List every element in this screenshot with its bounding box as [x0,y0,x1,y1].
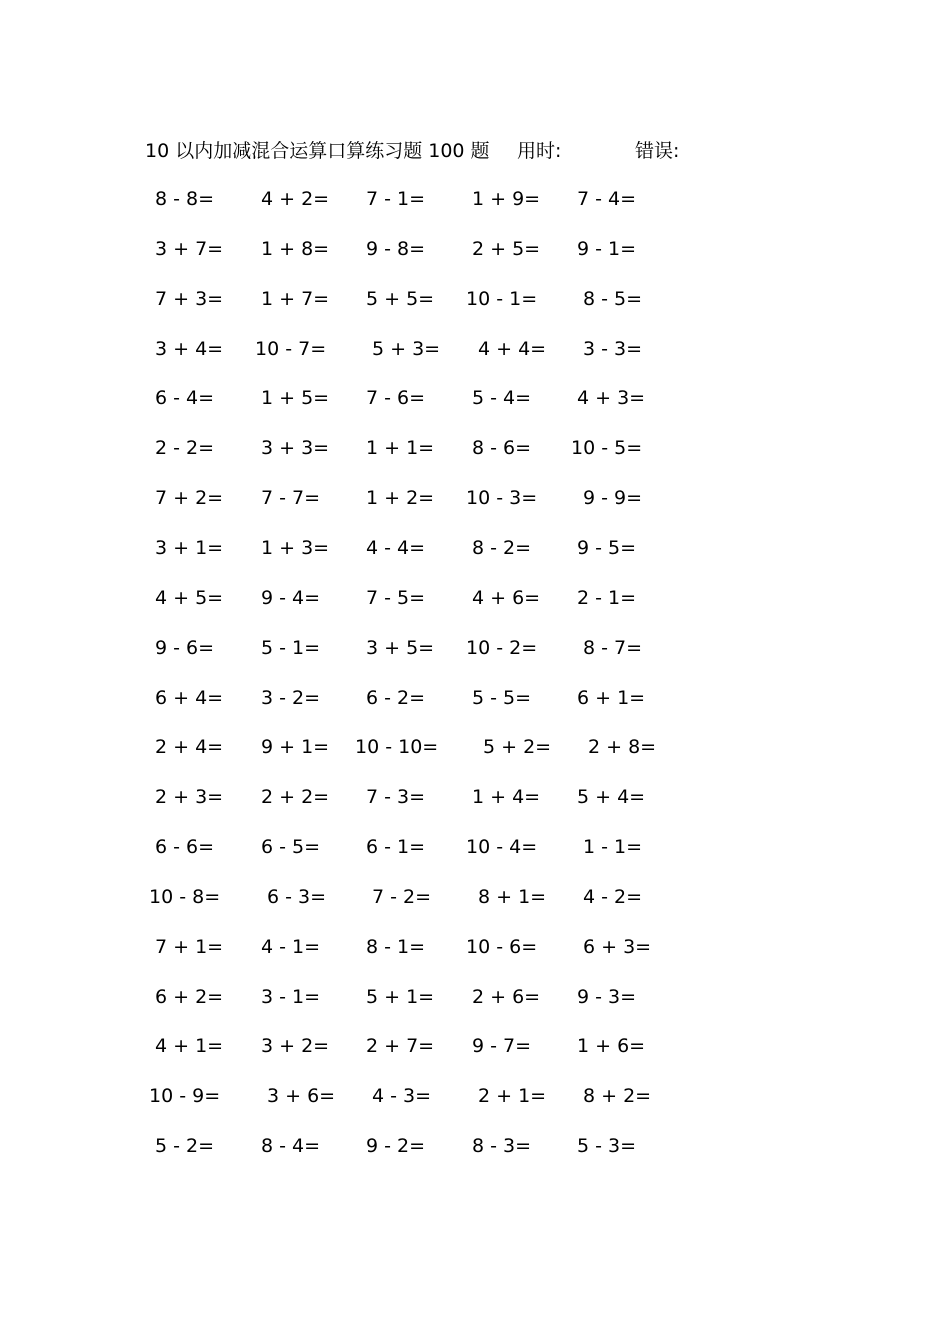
problem-item: 10 - 10= [355,736,439,759]
problem-item: 1 + 4= [472,786,541,809]
problem-item: 8 - 8= [155,188,215,210]
problem-item: 2 + 3= [155,786,224,809]
problem-item: 9 - 9= [583,487,643,510]
problem-item: 7 - 4= [577,188,637,210]
problem-item: 6 - 3= [267,885,327,908]
time-used-label: 用时: [517,140,562,162]
problem-item: 2 - 2= [155,437,215,460]
problem-item: 9 - 8= [366,237,426,260]
problem-item: 4 + 6= [472,586,541,609]
problem-item: 1 - 1= [583,836,643,859]
problem-item: 7 - 2= [372,885,432,908]
problem-item: 5 + 2= [483,736,552,759]
problem-item: 2 - 1= [577,586,637,609]
problem-item: 5 + 4= [577,786,646,809]
problem-item: 10 - 7= [255,337,327,360]
problem-item: 1 + 5= [261,387,330,410]
problem-item: 6 + 2= [155,985,224,1008]
problem-item: 1 + 1= [366,437,435,460]
problem-item: 9 - 4= [261,586,321,609]
problem-item: 7 - 1= [366,188,426,210]
problem-item: 6 - 1= [366,836,426,859]
problem-item: 10 - 6= [466,935,538,958]
problem-item: 1 + 3= [261,536,330,559]
problem-item: 9 - 6= [155,636,215,659]
problem-item: 7 + 3= [155,287,224,310]
problem-item: 10 - 2= [466,636,538,659]
problem-item: 4 + 4= [478,337,547,360]
problem-item: 5 - 1= [261,636,321,659]
problem-item: 9 - 1= [577,237,637,260]
problem-item: 2 + 6= [472,985,541,1008]
problem-item: 10 - 9= [149,1085,221,1108]
problem-item: 5 + 1= [366,985,435,1008]
problem-item: 3 - 3= [583,337,643,360]
problem-item: 10 - 1= [466,287,538,310]
problem-item: 6 + 3= [583,935,652,958]
problem-item: 2 + 5= [472,237,541,260]
problem-item: 2 + 8= [588,736,657,759]
problem-item: 4 - 4= [366,536,426,559]
problem-item: 1 + 2= [366,487,435,510]
problem-item: 1 + 6= [577,1035,646,1058]
problem-item: 8 - 2= [472,536,532,559]
problem-item: 9 - 2= [366,1135,426,1158]
problem-item: 3 + 5= [366,636,435,659]
problem-item: 2 + 4= [155,736,224,759]
problem-item: 9 - 5= [577,536,637,559]
problem-item: 4 - 3= [372,1085,432,1108]
problem-item: 3 + 2= [261,1035,330,1058]
problem-item: 5 - 3= [577,1135,637,1158]
problem-item: 1 + 9= [472,188,541,210]
problem-item: 2 + 7= [366,1035,435,1058]
problem-item: 7 - 3= [366,786,426,809]
problem-item: 5 - 4= [472,387,532,410]
problem-item: 3 + 3= [261,437,330,460]
problem-item: 4 - 1= [261,935,321,958]
problem-item: 8 - 6= [472,437,532,460]
problem-item: 4 + 1= [155,1035,224,1058]
problem-item: 7 - 7= [261,487,321,510]
problem-item: 4 + 5= [155,586,224,609]
problem-item: 4 - 2= [583,885,643,908]
problem-item: 7 - 6= [366,387,426,410]
problem-item: 5 - 5= [472,686,532,709]
problem-item: 6 + 1= [577,686,646,709]
problem-item: 7 + 1= [155,935,224,958]
problem-item: 7 + 2= [155,487,224,510]
problem-item: 8 - 7= [583,636,643,659]
problem-item: 7 - 5= [366,586,426,609]
problem-item: 6 - 5= [261,836,321,859]
problem-item: 10 - 4= [466,836,538,859]
problem-item: 10 - 5= [571,437,643,460]
problem-item: 1 + 7= [261,287,330,310]
problem-item: 5 + 5= [366,287,435,310]
problem-item: 9 - 7= [472,1035,532,1058]
problem-item: 3 - 2= [261,686,321,709]
problem-item: 10 - 3= [466,487,538,510]
problem-item: 8 - 5= [583,287,643,310]
problem-item: 4 + 2= [261,188,330,210]
problem-item: 3 + 7= [155,237,224,260]
problem-item: 8 - 3= [472,1135,532,1158]
page-title: 10 以内加减混合运算口算练习题 100 题 [145,140,490,162]
problem-item: 6 - 6= [155,836,215,859]
problem-item: 8 + 2= [583,1085,652,1108]
problem-item: 9 + 1= [261,736,330,759]
problem-item: 3 + 6= [267,1085,336,1108]
problem-item: 2 + 2= [261,786,330,809]
problem-item: 3 - 1= [261,985,321,1008]
problem-item: 8 - 4= [261,1135,321,1158]
problem-item: 5 + 3= [372,337,441,360]
problem-item: 8 + 1= [478,885,547,908]
problem-item: 3 + 4= [155,337,224,360]
problem-item: 8 - 1= [366,935,426,958]
problem-item: 4 + 3= [577,387,646,410]
problem-item: 6 + 4= [155,686,224,709]
problem-item: 3 + 1= [155,536,224,559]
problem-item: 6 - 4= [155,387,215,410]
errors-label: 错误: [635,140,680,162]
problem-item: 9 - 3= [577,985,637,1008]
problem-item: 5 - 2= [155,1135,215,1158]
problem-item: 2 + 1= [478,1085,547,1108]
problem-item: 10 - 8= [149,885,221,908]
problem-item: 1 + 8= [261,237,330,260]
problem-item: 6 - 2= [366,686,426,709]
